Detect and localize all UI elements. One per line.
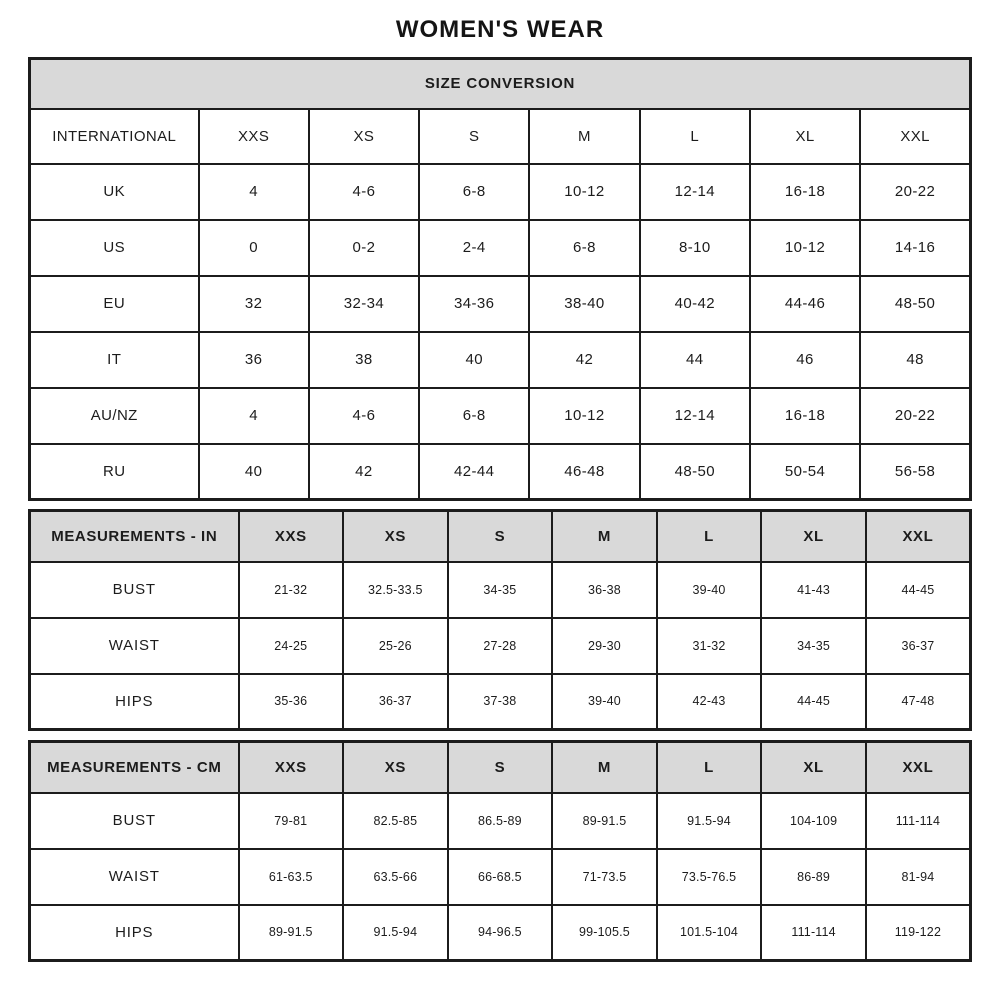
value-cell: 37-38 <box>448 674 553 730</box>
value-cell: 39-40 <box>657 562 762 618</box>
size-conversion-table <box>28 57 972 501</box>
value-cell: 48-50 <box>860 276 970 332</box>
value-cell: 63.5-66 <box>343 849 448 905</box>
value-cell: 41-43 <box>761 562 866 618</box>
value-cell: 34-36 <box>419 276 529 332</box>
value-cell: 34-35 <box>761 618 866 674</box>
value-cell: 16-18 <box>750 164 860 220</box>
value-cell: 31-32 <box>657 618 762 674</box>
value-cell: 40 <box>419 332 529 388</box>
table-row <box>30 849 971 905</box>
value-cell: 48 <box>860 332 970 388</box>
column-header-cell: L <box>657 511 762 562</box>
value-cell: 4-6 <box>309 388 419 444</box>
column-header-cell: M <box>529 109 639 164</box>
corner-header-cell: INTERNATIONAL <box>30 109 199 164</box>
column-header-cell: XL <box>761 511 866 562</box>
value-cell: 66-68.5 <box>448 849 553 905</box>
value-cell: 40 <box>199 444 309 500</box>
corner-header-cell: MEASUREMENTS - IN <box>30 511 239 562</box>
value-cell: 20-22 <box>860 164 970 220</box>
value-cell: 89-91.5 <box>239 905 344 961</box>
table-row <box>30 220 971 276</box>
row-label-cell: HIPS <box>30 674 239 730</box>
value-cell: 38-40 <box>529 276 639 332</box>
measurements-in-columns-row <box>30 511 971 562</box>
value-cell: 10-12 <box>750 220 860 276</box>
value-cell: 16-18 <box>750 388 860 444</box>
row-label-cell: AU/NZ <box>30 388 199 444</box>
value-cell: 44 <box>640 332 750 388</box>
column-header-cell: XS <box>343 511 448 562</box>
table-row <box>30 562 971 618</box>
value-cell: 36-38 <box>552 562 657 618</box>
value-cell: 42-43 <box>657 674 762 730</box>
value-cell: 119-122 <box>866 905 971 961</box>
value-cell: 99-105.5 <box>552 905 657 961</box>
table-row <box>30 674 971 730</box>
value-cell: 20-22 <box>860 388 970 444</box>
column-header-cell: M <box>552 742 657 793</box>
row-label-cell: WAIST <box>30 618 239 674</box>
value-cell: 44-45 <box>866 562 971 618</box>
page-title: WOMEN'S WEAR <box>395 16 605 43</box>
value-cell: 0 <box>199 220 309 276</box>
size-conversion-banner-row <box>30 59 971 109</box>
column-header-cell: XXS <box>239 511 344 562</box>
value-cell: 48-50 <box>640 444 750 500</box>
column-header-cell: XL <box>761 742 866 793</box>
size-conversion-caption: SIZE CONVERSION <box>30 59 971 109</box>
column-header-cell: L <box>640 109 750 164</box>
value-cell: 47-48 <box>866 674 971 730</box>
column-header-cell: XXL <box>866 511 971 562</box>
value-cell: 36-37 <box>343 674 448 730</box>
value-cell: 42 <box>309 444 419 500</box>
column-header-cell: L <box>657 742 762 793</box>
corner-header-cell: MEASUREMENTS - CM <box>30 742 239 793</box>
value-cell: 91.5-94 <box>657 793 762 849</box>
value-cell: 4-6 <box>309 164 419 220</box>
value-cell: 111-114 <box>761 905 866 961</box>
value-cell: 44-45 <box>761 674 866 730</box>
value-cell: 35-36 <box>239 674 344 730</box>
table-row <box>30 905 971 961</box>
column-header-cell: XL <box>750 109 860 164</box>
column-header-cell: XS <box>343 742 448 793</box>
value-cell: 2-4 <box>419 220 529 276</box>
value-cell: 10-12 <box>529 388 639 444</box>
measurements-cm-table <box>28 740 972 962</box>
value-cell: 27-28 <box>448 618 553 674</box>
value-cell: 86-89 <box>761 849 866 905</box>
value-cell: 6-8 <box>419 388 529 444</box>
value-cell: 25-26 <box>343 618 448 674</box>
row-label-cell: US <box>30 220 199 276</box>
column-header-cell: XXL <box>860 109 970 164</box>
value-cell: 50-54 <box>750 444 860 500</box>
value-cell: 32 <box>199 276 309 332</box>
table-row <box>30 276 971 332</box>
value-cell: 34-35 <box>448 562 553 618</box>
row-label-cell: EU <box>30 276 199 332</box>
value-cell: 111-114 <box>866 793 971 849</box>
table-row <box>30 793 971 849</box>
value-cell: 10-12 <box>529 164 639 220</box>
row-label-cell: WAIST <box>30 849 239 905</box>
value-cell: 4 <box>199 388 309 444</box>
row-label-cell: RU <box>30 444 199 500</box>
value-cell: 0-2 <box>309 220 419 276</box>
value-cell: 21-32 <box>239 562 344 618</box>
value-cell: 36-37 <box>866 618 971 674</box>
column-header-cell: S <box>448 511 553 562</box>
table-row <box>30 388 971 444</box>
value-cell: 104-109 <box>761 793 866 849</box>
row-label-cell: BUST <box>30 562 239 618</box>
value-cell: 32-34 <box>309 276 419 332</box>
value-cell: 61-63.5 <box>239 849 344 905</box>
column-header-cell: XXS <box>199 109 309 164</box>
table-row <box>30 444 971 500</box>
column-header-cell: XXL <box>866 742 971 793</box>
value-cell: 32.5-33.5 <box>343 562 448 618</box>
size-conversion-columns-row <box>30 109 971 164</box>
value-cell: 42-44 <box>419 444 529 500</box>
value-cell: 71-73.5 <box>552 849 657 905</box>
row-label-cell: UK <box>30 164 199 220</box>
value-cell: 40-42 <box>640 276 750 332</box>
value-cell: 4 <box>199 164 309 220</box>
value-cell: 8-10 <box>640 220 750 276</box>
measurements-in-table <box>28 509 972 731</box>
value-cell: 46-48 <box>529 444 639 500</box>
row-label-cell: HIPS <box>30 905 239 961</box>
value-cell: 24-25 <box>239 618 344 674</box>
table-row <box>30 618 971 674</box>
value-cell: 14-16 <box>860 220 970 276</box>
value-cell: 79-81 <box>239 793 344 849</box>
value-cell: 44-46 <box>750 276 860 332</box>
column-header-cell: S <box>448 742 553 793</box>
value-cell: 12-14 <box>640 388 750 444</box>
value-cell: 82.5-85 <box>343 793 448 849</box>
value-cell: 6-8 <box>419 164 529 220</box>
value-cell: 29-30 <box>552 618 657 674</box>
row-label-cell: BUST <box>30 793 239 849</box>
value-cell: 12-14 <box>640 164 750 220</box>
row-label-cell: IT <box>30 332 199 388</box>
value-cell: 73.5-76.5 <box>657 849 762 905</box>
table-row <box>30 332 971 388</box>
value-cell: 39-40 <box>552 674 657 730</box>
value-cell: 86.5-89 <box>448 793 553 849</box>
value-cell: 56-58 <box>860 444 970 500</box>
value-cell: 89-91.5 <box>552 793 657 849</box>
value-cell: 38 <box>309 332 419 388</box>
value-cell: 91.5-94 <box>343 905 448 961</box>
value-cell: 46 <box>750 332 860 388</box>
measurements-cm-columns-row <box>30 742 971 793</box>
table-row <box>30 164 971 220</box>
value-cell: 101.5-104 <box>657 905 762 961</box>
column-header-cell: M <box>552 511 657 562</box>
value-cell: 94-96.5 <box>448 905 553 961</box>
value-cell: 6-8 <box>529 220 639 276</box>
value-cell: 42 <box>529 332 639 388</box>
column-header-cell: XS <box>309 109 419 164</box>
column-header-cell: XXS <box>239 742 344 793</box>
value-cell: 81-94 <box>866 849 971 905</box>
column-header-cell: S <box>419 109 529 164</box>
value-cell: 36 <box>199 332 309 388</box>
